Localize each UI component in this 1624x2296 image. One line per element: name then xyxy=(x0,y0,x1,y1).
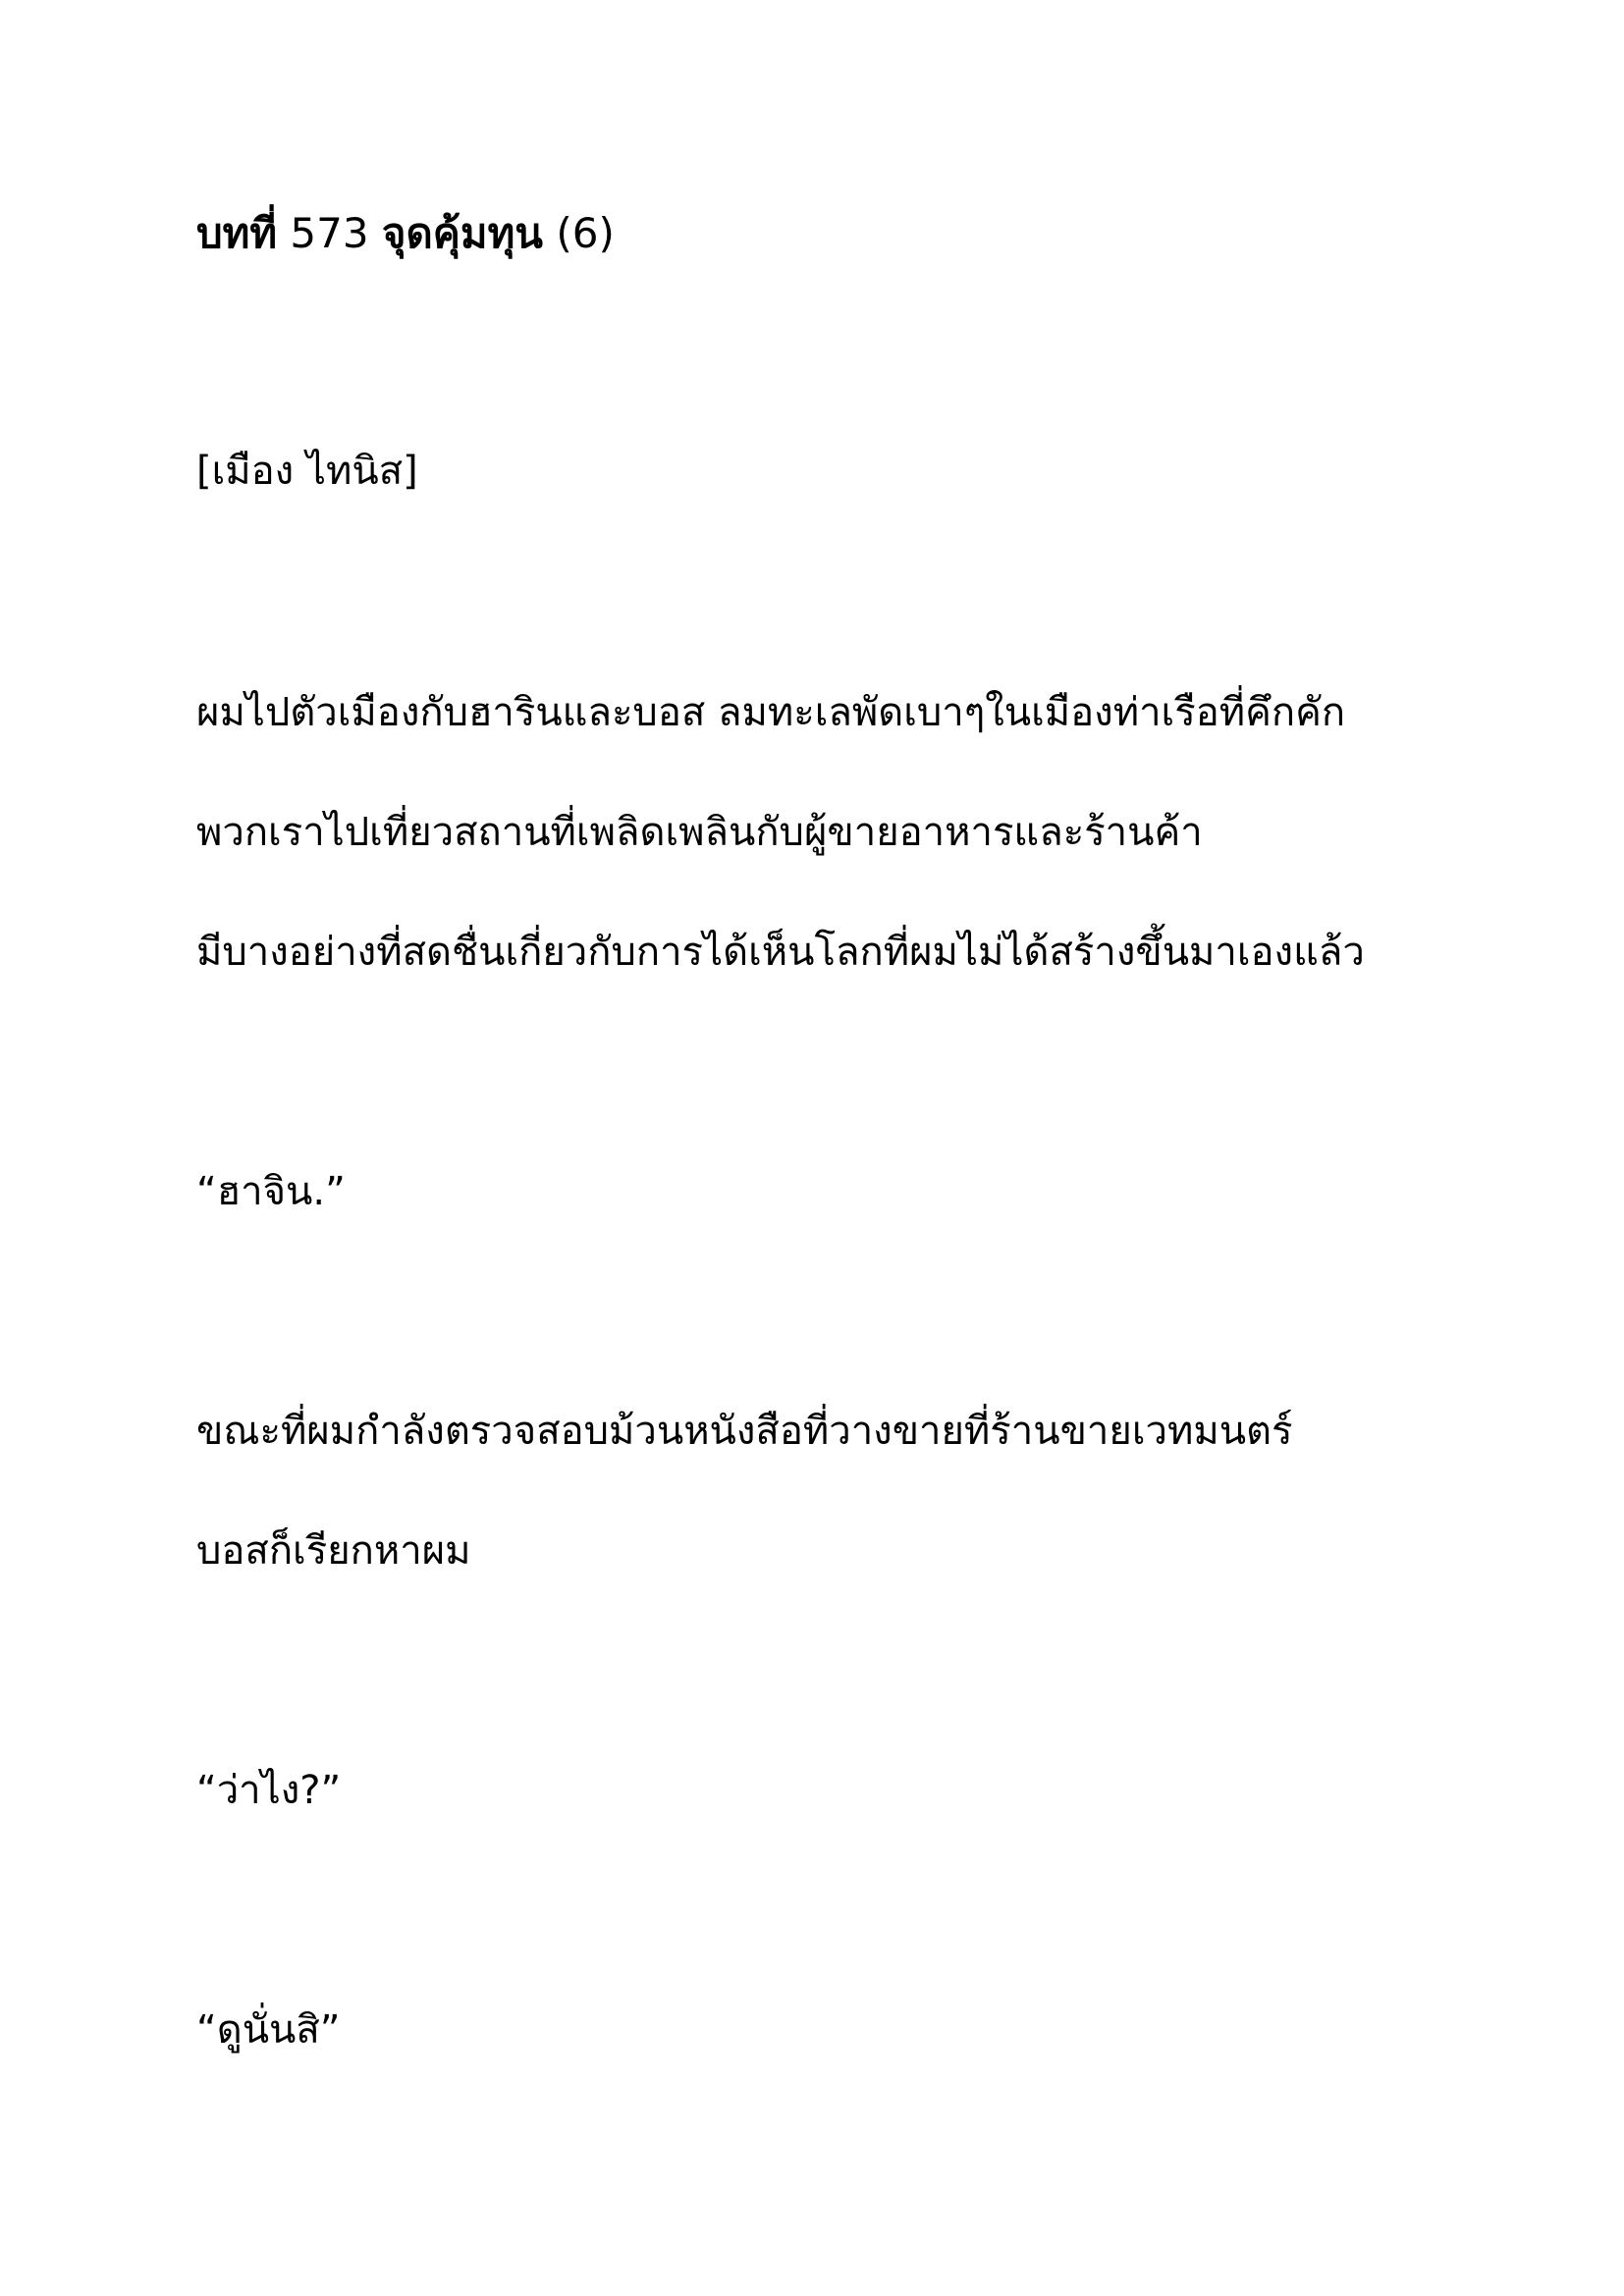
chapter-title-number: 573 xyxy=(290,209,369,257)
dialogue-line: “ว่าไง?” xyxy=(196,1768,342,1813)
paragraph-line: ผมไปตัวเมืองกับฮารินและบอส ลมทะเลพัดเบาๆในเมืองท่าเรือที่คึกคัก xyxy=(196,690,1346,735)
chapter-title xyxy=(196,206,615,261)
chapter-title-prefix: บทที่ xyxy=(196,209,278,257)
dialogue-line: “ฮาจิน.” xyxy=(196,1169,346,1214)
paragraph-line: ขณะที่ผมกำลังตรวจสอบม้วนหนังสือที่วางขายที่ร้านขายเวทมนตร์ xyxy=(196,1409,1293,1454)
chapter-title-part: (6) xyxy=(556,209,615,257)
paragraph-line: บอสก็เรียกหาผม xyxy=(196,1528,471,1574)
location-heading: [เมือง ไทนิส] xyxy=(196,449,418,494)
chapter-title-name: จุดคุ้มทุน xyxy=(381,209,543,257)
paragraph-line: มีบางอย่างที่สดชื่นเกี่ยวกับการได้เห็นโลกที่ผมไม่ได้สร้างขึ้นมาเองแล้ว xyxy=(196,930,1365,975)
paragraph-line: พวกเราไปเที่ยวสถานที่เพลิดเพลินกับผู้ขายอาหารและร้านค้า xyxy=(196,810,1203,855)
dialogue-line: “ดูนั่นสิ” xyxy=(196,2007,341,2053)
